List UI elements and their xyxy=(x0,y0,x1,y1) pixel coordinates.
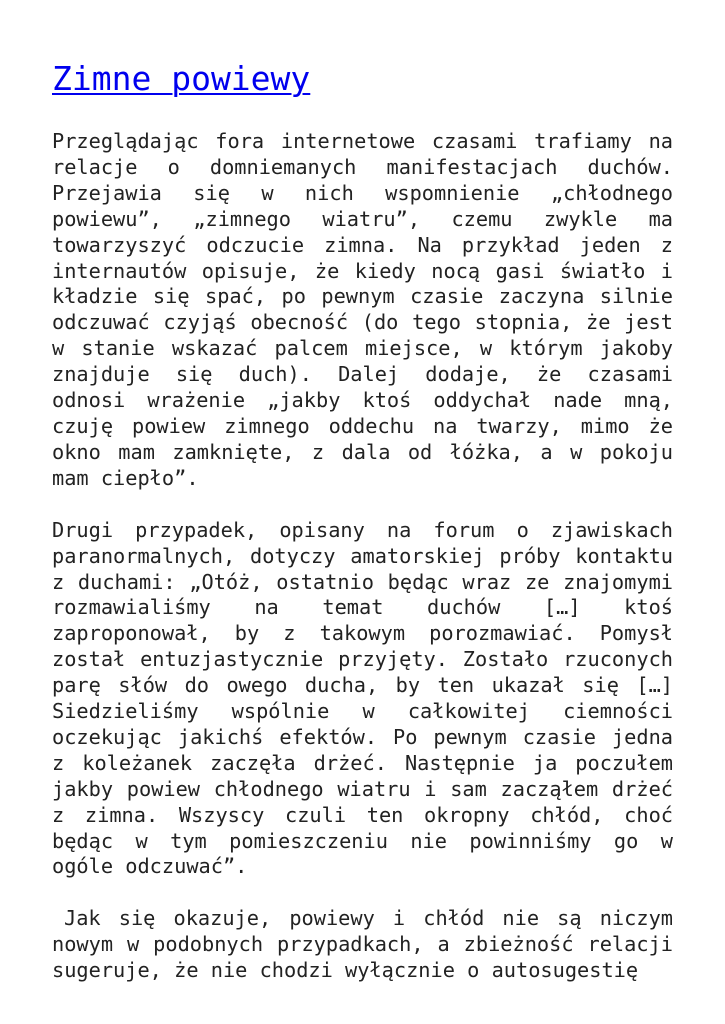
article-title xyxy=(52,56,673,102)
paragraph-1: Przeglądając fora internetowe czasami trafiamy na relacje o domniemanych manifestacjach duchów. Przejawia się w nich wspomnienie „chłodnego powiewu”, „zimnego wiatru”, czemu zwykle ma towarzyszyć odczucie zimna. Na przykład jeden z internautów opisuje, że kiedy nocą gasi światło i kładzie się spać, po pewnym czasie zaczyna silnie odczuwać czyjąś obecność (do tego stopnia, że jest w stanie wskazać palcem miejsce, w którym jakoby znajduje się duch). Dalej dodaje, że czasami odnosi wrażenie „jakby ktoś oddychał nade mną, czuję powiew zimnego oddechu na twarzy, mimo że okno mam zamknięte, z dala od łóżka, a w pokoju mam ciepło”. xyxy=(52,129,673,490)
article xyxy=(52,56,673,1010)
paragraph-2: Drugi przypadek, opisany na forum o zjawiskach paranormalnych, dotyczy amatorskiej próby kontaktu z duchami: „Otóż, ostatnio będąc wraz ze znajomymi rozmawialiśmy na temat duchów […] ktoś zaproponował, by z takowym porozmawiać. Pomysł został entuzjastycznie przyjęty. Zostało rzuconych parę słów do owego ducha, by ten ukazał się […] Siedzieliśmy wspólnie w całkowitej ciemności oczekując jakichś efektów. Po pewnym czasie jedna z koleżanek zaczęła drżeć. Następnie ja poczułem jakby powiew chłodnego wiatru i sam zacząłem drżeć z zimna. Wszyscy czuli ten okropny chłód, choć będąc w tym pomieszczeniu nie powinniśmy go w ogóle odczuwać”. xyxy=(52,517,673,879)
paragraph-3: Jak się okazuje, powiewy i chłód nie są niczym nowym w podobnych przypadkach, a zbieżność relacji sugeruje, że nie chodzi wyłącznie o autosugestię xyxy=(52,906,673,983)
article-title-link[interactable]: Zimne powiewy xyxy=(52,59,311,98)
